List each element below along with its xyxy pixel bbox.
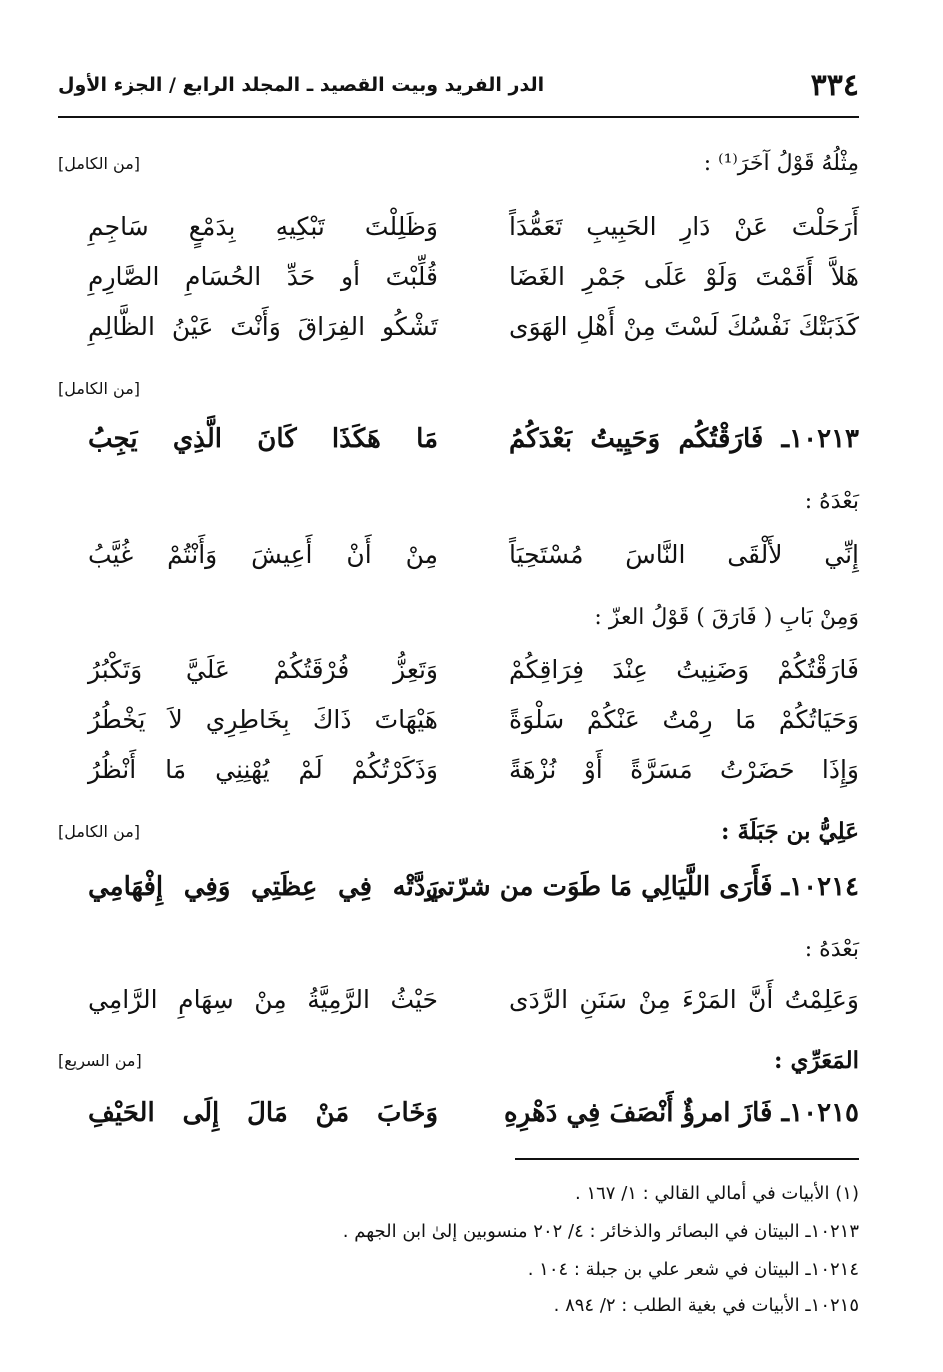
verse-second-hemistich: تَشْكُو الفِرَاقَ وَأَنْتَ عَيْنُ الظَّالِمِ — [88, 312, 438, 341]
verse-second-hemistich: قُلِّبْتَ أو حَدِّ الحُسَامِ الصَّارِمِ — [88, 262, 438, 291]
footnote: ١٠٢١٣ـ البيتان في البصائر والذخائر : ٤/ ٢٠٢ منسوبين إلىٰ ابن الجهم . — [342, 1221, 859, 1242]
intro-line — [58, 936, 859, 990]
verse-second-hemistich: رَدَّتْه فِي عِظَتِي وَفِي إِفْهَامِي — [88, 872, 438, 902]
verse-first-hemistich: فَارَقْتُكُمْ وَضَنِيتُ عِنْدَ فِرَاقِكُمْ — [509, 655, 859, 684]
verse — [58, 540, 859, 596]
verse-first-hemistich: ١٠٢١٤ـ فَأَرَى اللَّيَالِي مَا طَوَت من شرّتي — [425, 872, 859, 902]
verse-second-hemistich: هَيْهَاتَ ذَاكَ بِخَاطِرِي لاَ يَخْطُرُ — [88, 705, 438, 734]
page-number: ٣٣٤ — [810, 68, 859, 103]
intro-line — [58, 604, 859, 658]
verse — [58, 985, 859, 1041]
page-header — [58, 66, 859, 112]
verse-second-hemistich: حَيْثُ الرَّمِيَّةُ مِنْ سِهَامِ الرَّامِي — [88, 985, 438, 1014]
intro-line — [58, 488, 859, 542]
verse — [58, 262, 859, 318]
meter-label: [من الكامل] — [58, 379, 141, 398]
poet-name: عَلِيُّ بن جَبَلَةَ : — [720, 818, 859, 845]
numbered-verse — [58, 1098, 859, 1154]
meter-line — [58, 375, 859, 429]
verse — [58, 312, 859, 368]
verse — [58, 212, 859, 268]
header-rule — [58, 116, 859, 118]
numbered-verse — [58, 424, 859, 480]
intro-text: مِثْلُهُ قَوْلُ آخَرَ⁽¹⁾ : — [703, 151, 859, 176]
running-title: الدر الفريد وبيت القصيد ـ المجلد الرابع / الجزء الأول — [58, 74, 545, 96]
verse-second-hemistich: وَخَابَ مَنْ مَالَ إِلَى الحَيْفِ — [88, 1098, 438, 1128]
meter-label: [من السريع] — [58, 1051, 142, 1070]
footnote: ١٠٢١٥ـ الأبيات في بغية الطلب : ٢/ ٨٩٤ . — [553, 1295, 859, 1316]
meter-label: [من الكامل] — [58, 154, 141, 173]
verse-first-hemistich: وَعَلِمْتُ أَنَّ المَرْءَ مِنْ سَنَنِ الرَّدَى — [509, 985, 859, 1014]
footnote: ١٠٢١٤ـ البيتان في شعر علي بن جبلة : ١٠٤ . — [527, 1259, 859, 1280]
verse — [58, 705, 859, 761]
verse-first-hemistich: ١٠٢١٣ـ فَارَقْتُكُم وَحَيِيتُ بَعْدَكُمُ — [509, 424, 859, 454]
meter-label: [من الكامل] — [58, 822, 141, 841]
verse-first-hemistich: أَرَحَلْتَ عَنْ دَارِ الحَبِيبِ تَعَمُّدَاً — [509, 212, 859, 241]
verse-second-hemistich: وَتَعِزُّ فُرْقَتُكُمْ عَلَيَّ وَتَكْبُرُ — [88, 655, 438, 684]
intro-text: وَمِنْ بَابِ ( فَارَقَ ) قَوْلُ العزّ : — [594, 605, 859, 630]
verse-second-hemistich: مِنْ أَنْ أَعِيشَ وَأَنْتُمْ غُيَّبُ — [88, 540, 438, 569]
verse-first-hemistich: إِنِّي لأَلْقَى النَّاسَ مُسْتَحِيَاً — [509, 540, 859, 569]
poet-line — [58, 818, 859, 872]
intro-line — [58, 150, 859, 204]
verse-second-hemistich: وَظَلِلْتَ تَبْكِيهِ بِدَمْعٍ سَاجِمِ — [88, 212, 438, 241]
intro-text: بَعْدَهُ : — [804, 937, 859, 962]
verse-first-hemistich: ١٠٢١٥ـ فَازَ امرؤٌ أَنْصَفَ فِي دَهْرِهِ — [504, 1098, 859, 1128]
poet-line — [58, 1047, 859, 1101]
intro-text: بَعْدَهُ : — [804, 489, 859, 514]
verse — [58, 655, 859, 711]
numbered-verse — [58, 872, 859, 928]
verse — [58, 755, 859, 811]
footnote-rule — [515, 1158, 859, 1160]
verse-second-hemistich: وَذَكَرْتُكُمْ لَمْ يُهْنِنِي مَا أَنْظُرُ — [88, 755, 438, 784]
verse-first-hemistich: كَذَبَتْكَ نَفْسُكَ لَسْتَ مِنْ أَهْلِ الهَوَى — [509, 312, 859, 341]
poet-name: المَعَرِّي : — [774, 1047, 859, 1074]
footnote: (١) الأبيات في أمالي القالي : ١/ ١٦٧ . — [575, 1183, 859, 1204]
verse-first-hemistich: وَحَيَاتُكُمْ مَا رِمْتُ عَنْكُمْ سَلْوَةً — [509, 705, 859, 734]
verse-second-hemistich: مَا هَكَذَا كَانَ الَّذِي يَجِبُ — [88, 424, 438, 454]
verse-first-hemistich: وَإِذَا حَضَرْتُ مَسَرَّةً أَوْ نُزْهَةً — [509, 755, 859, 784]
verse-first-hemistich: هَلاَّ أَقَمْتَ وَلَوْ عَلَى جَمْرِ الغَضَا — [509, 262, 859, 291]
